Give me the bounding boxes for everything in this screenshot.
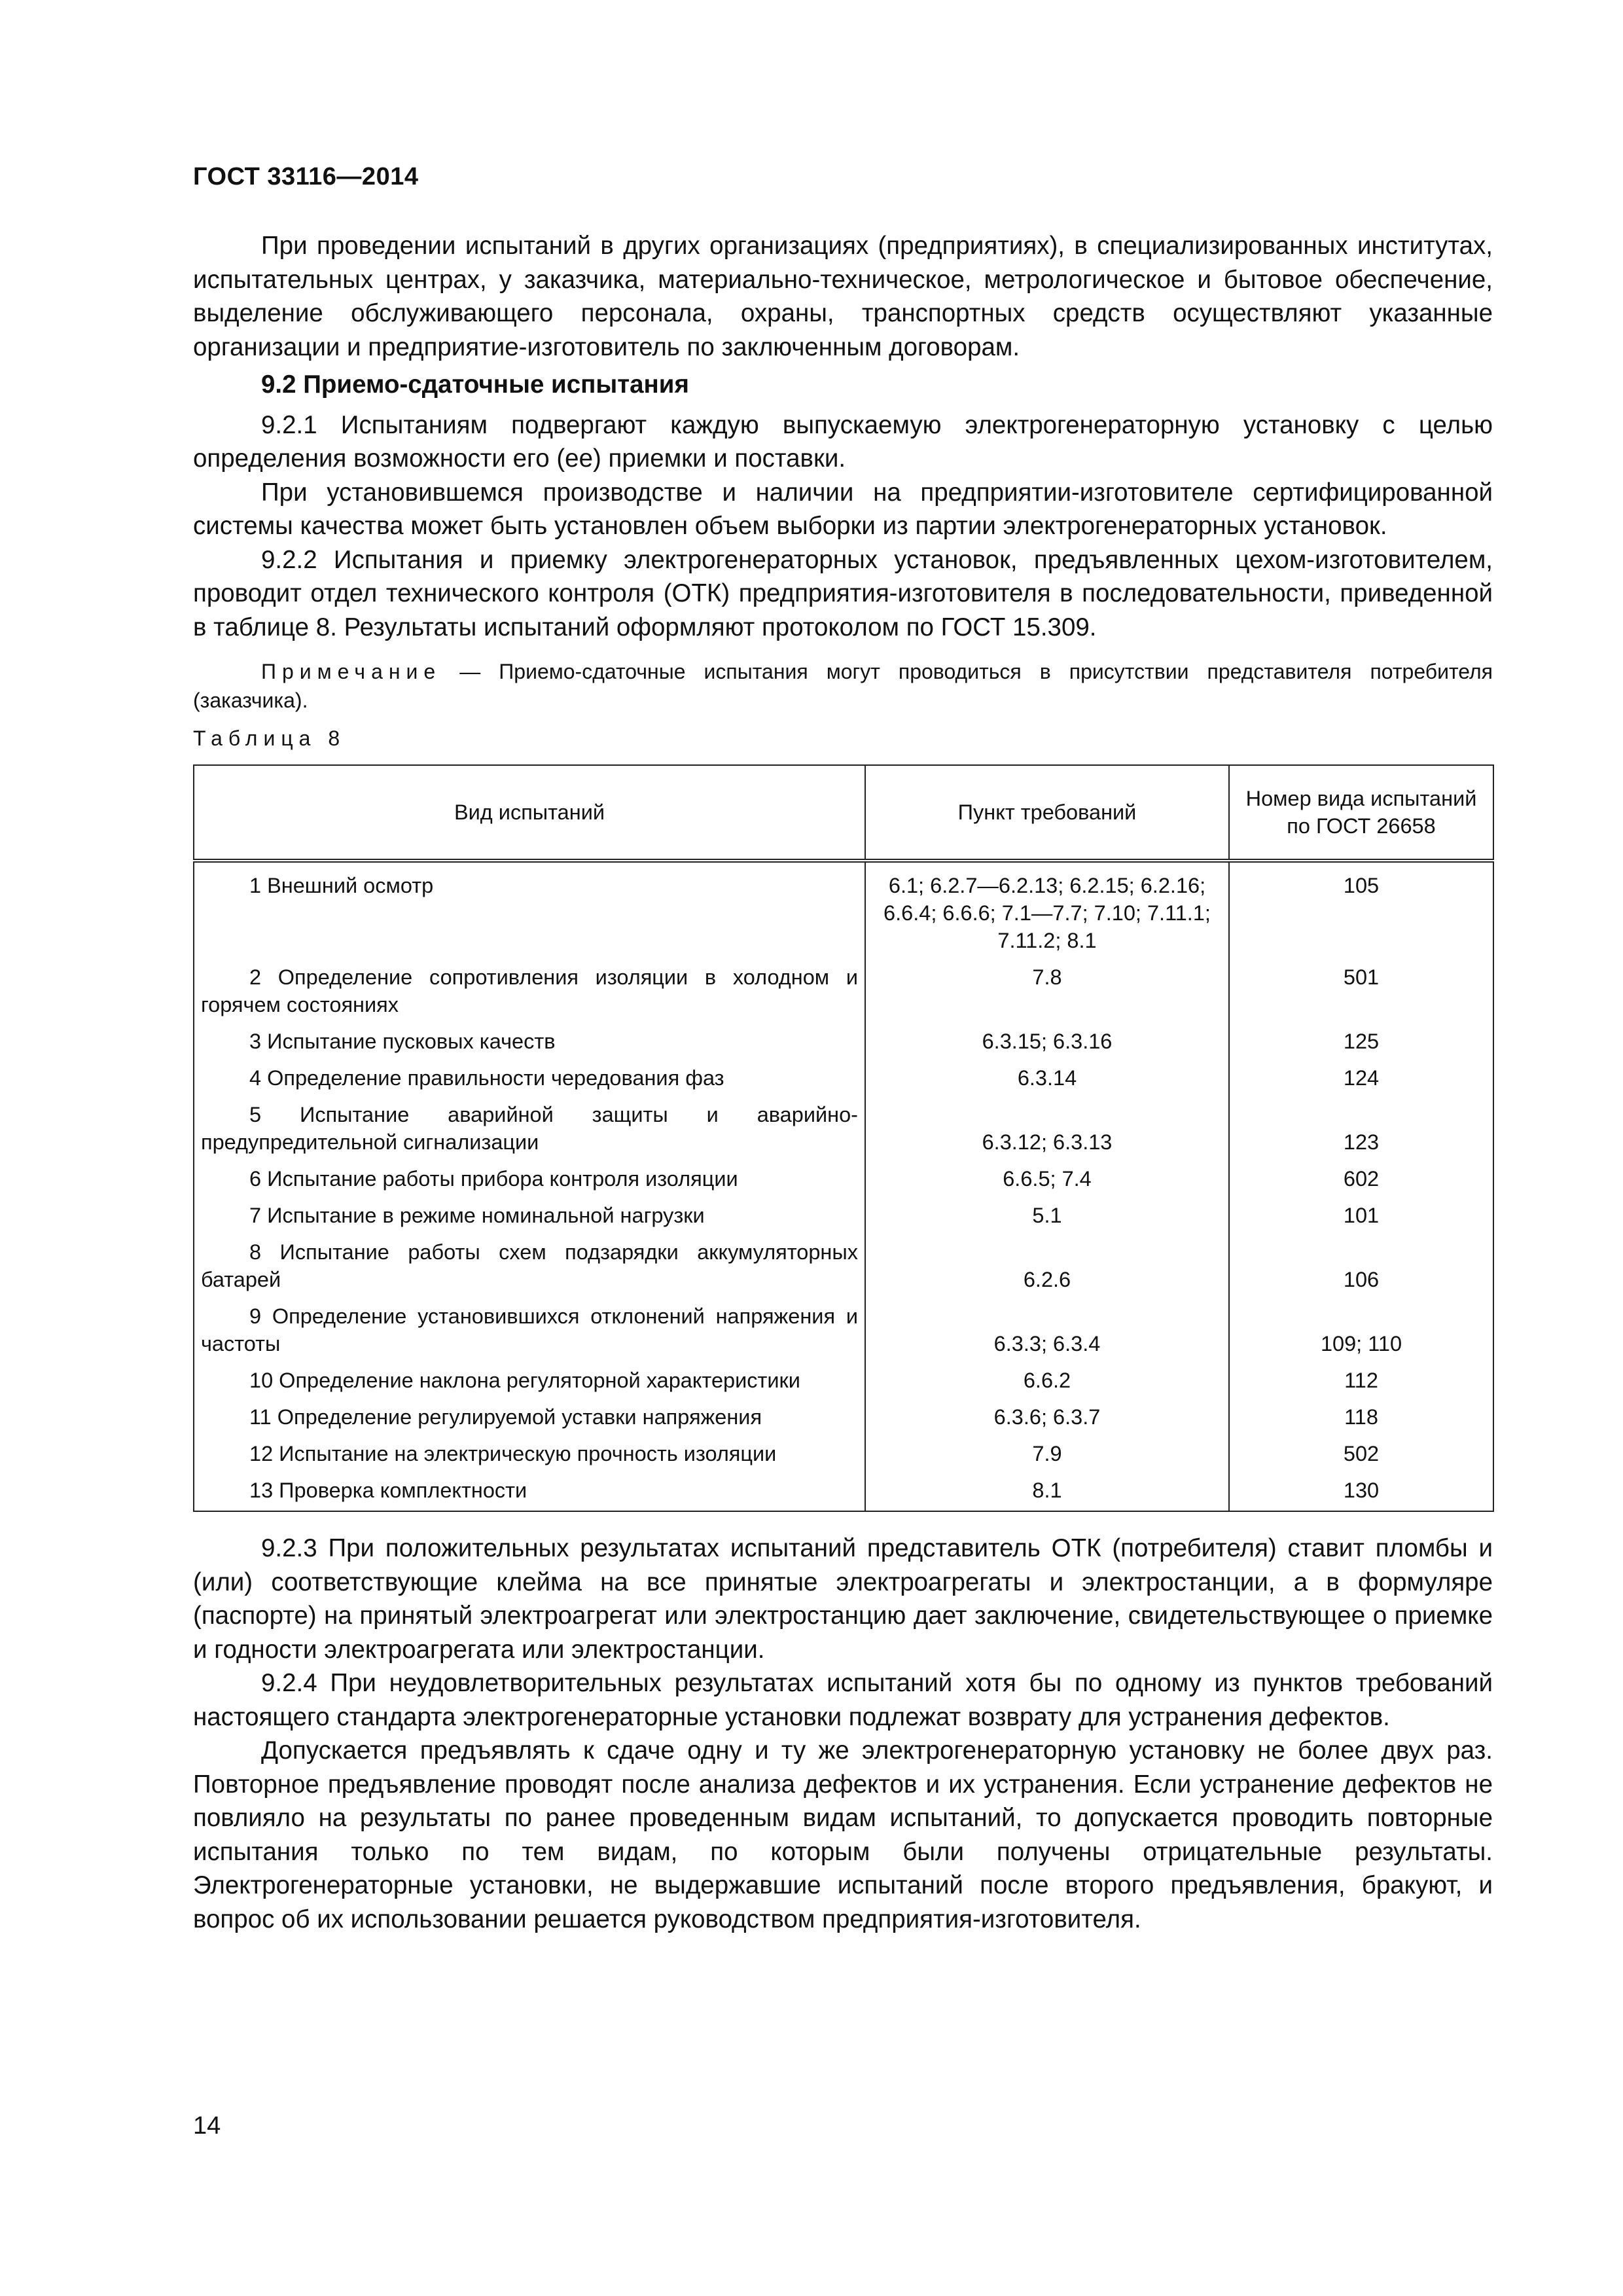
- cell-test-number: 602: [1229, 1165, 1493, 1202]
- note-text: — Приемо-сдаточные испытания могут проводиться в присутствии представителя потребителя (заказчика).: [193, 660, 1493, 712]
- cell-test-number: 106: [1229, 1238, 1493, 1302]
- column-header-test-number: Номер вида испытаний по ГОСТ 26658: [1229, 765, 1493, 861]
- cell-test-number: 125: [1229, 1028, 1493, 1064]
- cell-test-type: 6 Испытание работы прибора контроля изоляции: [194, 1165, 865, 1202]
- cell-requirement-clause: 6.3.6; 6.3.7: [865, 1403, 1229, 1440]
- cell-test-number: 502: [1229, 1440, 1493, 1477]
- page-number: 14: [193, 2112, 221, 2140]
- document-header: ГОСТ 33116—2014: [193, 163, 419, 190]
- paragraph-9-2-1-continued: При установившемся производстве и наличии на предприятии-изготовителе сертифицированной системы качества может быть установлен объем выборки из партии электрогенераторных установок.: [193, 478, 1493, 540]
- cell-requirement-clause: 6.6.2: [865, 1367, 1229, 1403]
- cell-test-number: 123: [1229, 1101, 1493, 1165]
- paragraph-9-2-4: 9.2.4 При неудовлетворительных результатах испытаний хотя бы по одному из пунктов требований настоящего стандарта электрогенераторные установки подлежат возврату для устранения дефектов.: [193, 1669, 1493, 1731]
- cell-test-type: 1 Внешний осмотр: [194, 861, 865, 963]
- note-label: Примечание: [261, 660, 442, 683]
- cell-requirement-clause: 6.3.12; 6.3.13: [865, 1101, 1229, 1165]
- cell-test-type: 10 Определение наклона регуляторной характеристики: [194, 1367, 865, 1403]
- cell-requirement-clause: 6.1; 6.2.7—6.2.13; 6.2.15; 6.2.16; 6.6.4; 6.6.6; 7.1—7.7; 7.10; 7.11.1; 7.11.2; 8.1: [865, 861, 1229, 963]
- table-caption: Таблица 8: [193, 726, 346, 750]
- cell-test-type: 7 Испытание в режиме номинальной нагрузки: [194, 1202, 865, 1238]
- document-body: [193, 229, 1493, 1936]
- column-header-requirement-clause: Пункт требований: [865, 765, 1229, 861]
- cell-test-number: 118: [1229, 1403, 1493, 1440]
- cell-test-type: 8 Испытание работы схем подзарядки аккумуляторных батарей: [194, 1238, 865, 1302]
- cell-test-type: 2 Определение сопротивления изоляции в холодном и горячем состояниях: [194, 963, 865, 1028]
- table-row: [194, 861, 1493, 963]
- paragraph-organizations: При проведении испытаний в других организациях (предприятиях), в специализированных институтах, испытательных центрах, у заказчика, материально-техническое, метрологическое и бытовое обеспечение, выделение обслуживающего персонала, охраны, транспортных средств осуществляют указанные организации и предприятие-изготовитель по заключенным договорам.: [193, 232, 1493, 361]
- cell-test-number: 501: [1229, 963, 1493, 1028]
- cell-requirement-clause: 7.9: [865, 1440, 1229, 1477]
- table-row: [194, 1064, 1493, 1101]
- cell-test-type: 11 Определение регулируемой уставки напряжения: [194, 1403, 865, 1440]
- cell-test-number: 109; 110: [1229, 1302, 1493, 1367]
- column-header-test-type: Вид испытаний: [194, 765, 865, 861]
- cell-requirement-clause: 7.8: [865, 963, 1229, 1028]
- cell-test-type: 4 Определение правильности чередования фаз: [194, 1064, 865, 1101]
- table-row: [194, 1367, 1493, 1403]
- cell-test-number: 105: [1229, 861, 1493, 963]
- cell-test-type: 12 Испытание на электрическую прочность изоляции: [194, 1440, 865, 1477]
- note: [193, 657, 1493, 715]
- table-row: [194, 1302, 1493, 1367]
- cell-requirement-clause: 8.1: [865, 1477, 1229, 1511]
- table-row: [194, 1477, 1493, 1511]
- cell-requirement-clause: 6.3.3; 6.3.4: [865, 1302, 1229, 1367]
- cell-requirement-clause: 6.2.6: [865, 1238, 1229, 1302]
- section-heading-9-2: 9.2 Приемо-сдаточные испытания: [261, 370, 689, 399]
- cell-requirement-clause: 5.1: [865, 1202, 1229, 1238]
- table-row: [194, 963, 1493, 1028]
- document-page: [193, 0, 1493, 2296]
- table-row: [194, 1028, 1493, 1064]
- paragraph-9-2-4-continued: Допускается предъявлять к сдаче одну и ту же электрогенераторную установку не более двух раз. Повторное предъявление проводят после анализа дефектов и их устранения. Если устранение дефектов не повлияло на результаты по ранее проведенным видам испытаний, то допускается проводить повторные испытания только по тем видам, по которым были получены отрицательные результаты. Электрогенераторные установки, не выдержавшие испытаний после второго предъявления, бракуют, и вопрос об их использовании решается руководством предприятия-изготовителя.: [193, 1736, 1493, 1933]
- table-row: [194, 1202, 1493, 1238]
- paragraph-9-2-3: 9.2.3 При положительных результатах испытаний представитель ОТК (потребителя) ставит пломбы и (или) соответствующие клейма на все принятые электроагрегаты и электростанции, а в формуляре (паспорте) на принятый электроагрегат или электростанцию дает заключение, свидетельствующее о приемке и годности электроагрегата или электростанции.: [193, 1534, 1493, 1664]
- cell-test-number: 124: [1229, 1064, 1493, 1101]
- cell-test-type: 9 Определение установившихся отклонений напряжения и частоты: [194, 1302, 865, 1367]
- paragraph-9-2-2: 9.2.2 Испытания и приемку электрогенераторных установок, предъявленных цехом-изготовителем, проводит отдел технического контроля (ОТК) предприятия-изготовителя в последовательности, приведенной в таблице 8. Результаты испытаний оформляют протоколом по ГОСТ 15.309.: [193, 545, 1493, 641]
- cell-test-number: 130: [1229, 1477, 1493, 1511]
- cell-requirement-clause: 6.3.15; 6.3.16: [865, 1028, 1229, 1064]
- cell-test-type: 13 Проверка комплектности: [194, 1477, 865, 1511]
- cell-test-number: 101: [1229, 1202, 1493, 1238]
- cell-test-number: 112: [1229, 1367, 1493, 1403]
- cell-requirement-clause: 6.3.14: [865, 1064, 1229, 1101]
- cell-test-type: 3 Испытание пусковых качеств: [194, 1028, 865, 1064]
- table-row: [194, 1101, 1493, 1165]
- table-row: [194, 1165, 1493, 1202]
- tests-table: [193, 764, 1494, 1512]
- table-row: [194, 1403, 1493, 1440]
- table-row: [194, 1238, 1493, 1302]
- paragraph-9-2-1: 9.2.1 Испытаниям подвергают каждую выпускаемую электрогенераторную установку с целью определения возможности его (ее) приемки и поставки.: [193, 410, 1493, 473]
- cell-requirement-clause: 6.6.5; 7.4: [865, 1165, 1229, 1202]
- table-header-row: [194, 765, 1493, 861]
- cell-test-type: 5 Испытание аварийной защиты и аварийно-предупредительной сигнализации: [194, 1101, 865, 1165]
- table-row: [194, 1440, 1493, 1477]
